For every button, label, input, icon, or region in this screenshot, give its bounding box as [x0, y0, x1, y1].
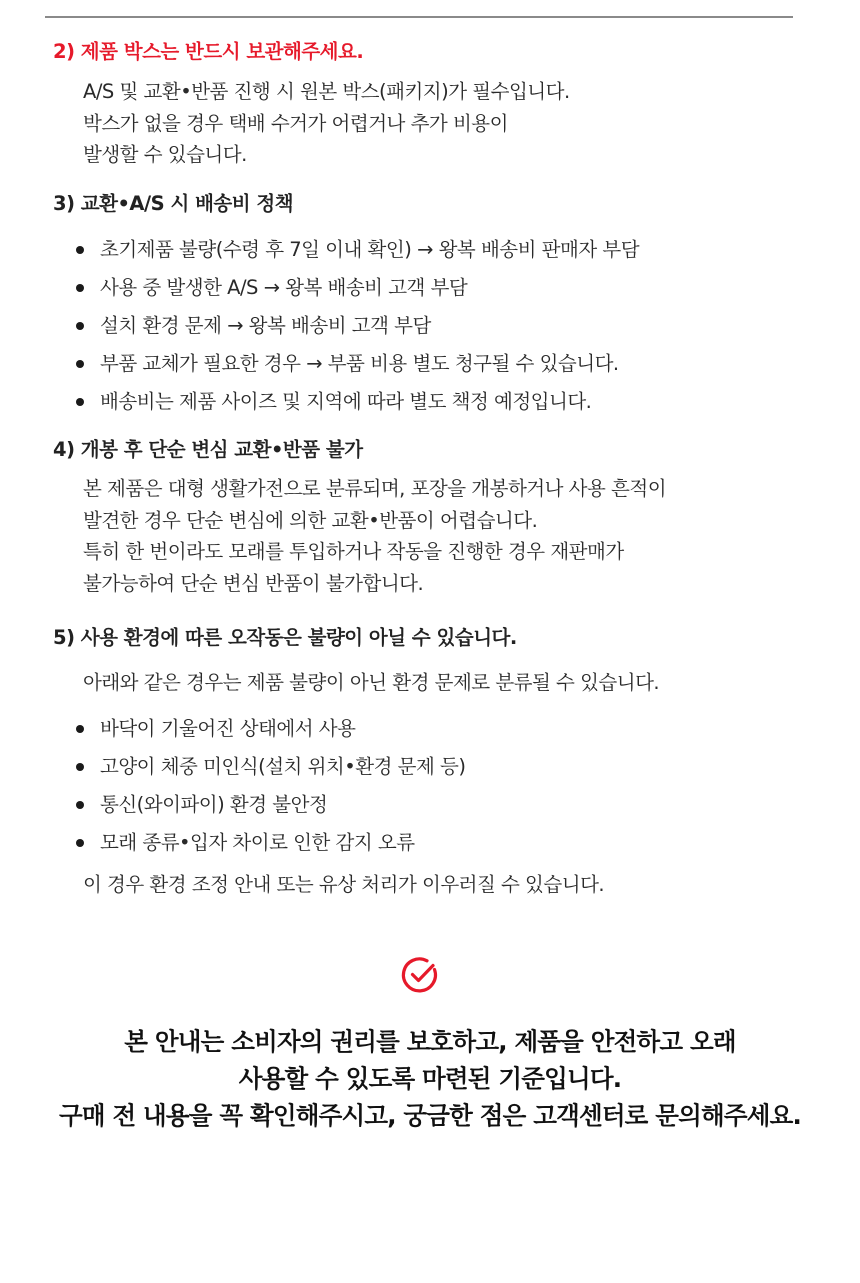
list-item	[75, 231, 639, 269]
list-item	[75, 383, 639, 421]
section-4-title: 4) 개봉 후 단순 변심 교환•반품 불가	[53, 438, 363, 461]
closing-line: 본 안내는 소비자의 권리를 보호하고, 제품을 안전하고 오래	[124, 1027, 736, 1056]
list-item	[75, 269, 639, 307]
bullet-dot-icon	[76, 322, 84, 330]
list-item-text: 통신(와이파이) 환경 불안정	[100, 793, 328, 816]
bullet-dot-icon	[76, 801, 84, 809]
section-2-title: 2) 제품 박스는 반드시 보관해주세요.	[53, 40, 364, 63]
bullet-dot-icon	[76, 284, 84, 292]
closing-line: 구매 전 내용을 꼭 확인해주시고, 궁금한 점은 고객센터로 문의해주세요.	[59, 1101, 801, 1130]
list-item	[75, 824, 465, 862]
section-5-outro	[83, 869, 604, 901]
bullet-dot-icon	[76, 246, 84, 254]
list-item-text: 배송비는 제품 사이즈 및 지역에 따라 별도 책정 예정입니다.	[100, 390, 592, 413]
section-2-line: A/S 및 교환•반품 진행 시 원본 박스(패키지)가 필수입니다.	[83, 80, 570, 103]
list-item-text: 설치 환경 문제 → 왕복 배송비 고객 부담	[100, 314, 431, 337]
section-2-body	[83, 76, 570, 171]
section-4-line: 특히 한 번이라도 모래를 투입하거나 작동을 진행한 경우 재판매가	[83, 540, 624, 563]
section-4-body	[83, 473, 666, 599]
list-item	[75, 748, 465, 786]
list-item	[75, 786, 465, 824]
list-item-text: 고양이 체중 미인식(설치 위치•환경 문제 등)	[100, 755, 466, 778]
section-3-title: 3) 교환•A/S 시 배송비 정책	[53, 192, 294, 215]
section-5-intro	[83, 667, 659, 699]
section-4-line: 본 제품은 대형 생활가전으로 분류되며, 포장을 개봉하거나 사용 흔적이	[83, 477, 667, 500]
section-5-intro-text: 아래와 같은 경우는 제품 불량이 아닌 환경 문제로 분류될 수 있습니다.	[83, 671, 660, 694]
bullet-dot-icon	[76, 763, 84, 771]
section-3-list	[75, 231, 639, 421]
list-item-text: 바닥이 기울어진 상태에서 사용	[100, 717, 356, 740]
bullet-dot-icon	[76, 360, 84, 368]
bullet-dot-icon	[76, 839, 84, 847]
section-5-list	[75, 710, 465, 862]
closing-line: 사용할 수 있도록 마련된 기준입니다.	[238, 1064, 622, 1093]
section-4-line: 발견한 경우 단순 변심에 의한 교환•반품이 어렵습니다.	[83, 508, 538, 532]
bullet-dot-icon	[76, 725, 84, 733]
bullet-dot-icon	[76, 398, 84, 406]
list-item-text: 사용 중 발생한 A/S → 왕복 배송비 고객 부담	[100, 276, 468, 299]
section-4-line: 불가능하여 단순 변심 반품이 불가합니다.	[83, 571, 424, 595]
list-item	[75, 345, 639, 383]
top-divider	[45, 16, 793, 18]
closing-statement	[0, 1023, 860, 1134]
check-circle-icon	[400, 955, 440, 995]
list-item-text: 부품 교체가 필요한 경우 → 부품 비용 별도 청구될 수 있습니다.	[100, 352, 619, 375]
list-item-text: 초기제품 불량(수령 후 7일 이내 확인) → 왕복 배송비 판매자 부담	[100, 238, 640, 261]
list-item-text: 모래 종류•입자 차이로 인한 감지 오류	[100, 831, 415, 854]
section-2-line: 박스가 없을 경우 택배 수거가 어렵거나 추가 비용이	[83, 111, 508, 135]
list-item	[75, 710, 465, 748]
section-5-outro-text: 이 경우 환경 조정 안내 또는 유상 처리가 이우러질 수 있습니다.	[83, 873, 605, 896]
list-item	[75, 307, 639, 345]
section-2-line: 발생할 수 있습니다.	[83, 143, 247, 166]
section-5-title: 5) 사용 환경에 따른 오작동은 불량이 아닐 수 있습니다.	[53, 626, 517, 649]
